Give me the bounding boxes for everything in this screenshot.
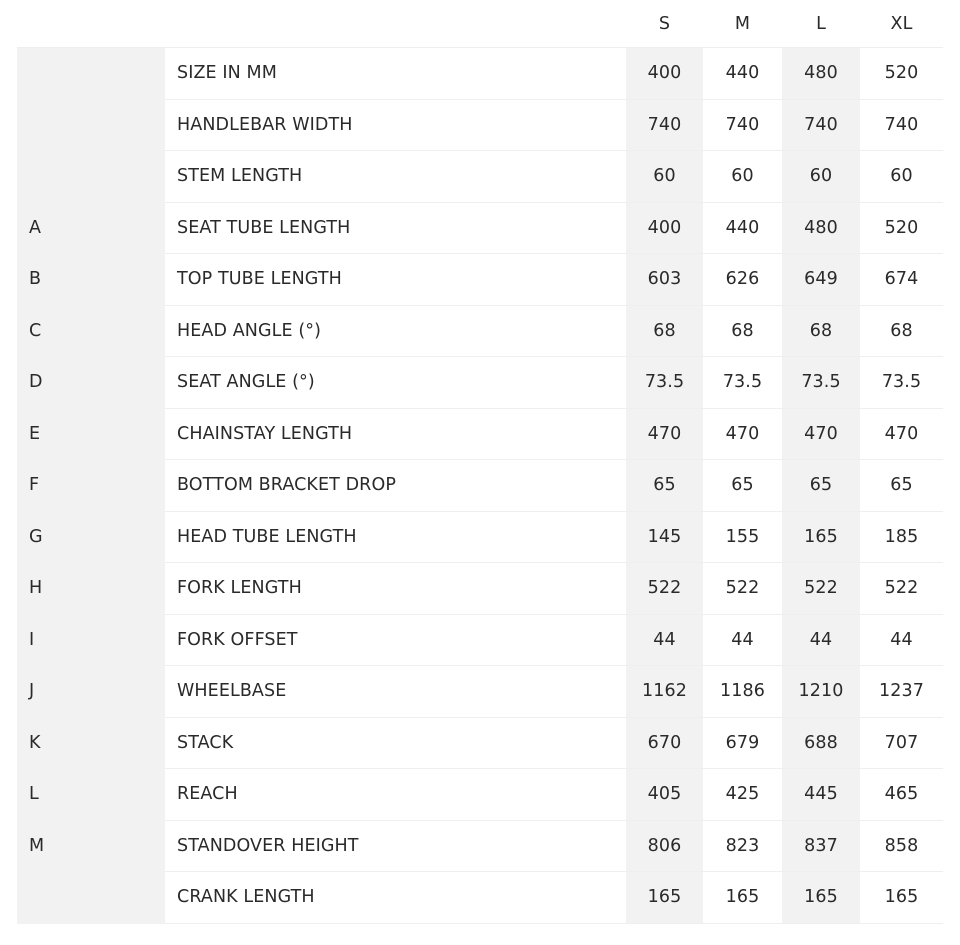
table-row (17, 460, 943, 512)
table-row (17, 151, 943, 203)
table-row (17, 100, 943, 152)
value-cell-l: 522 (782, 563, 860, 615)
value-cell-l: 165 (782, 512, 860, 564)
value-cell-s: 165 (626, 872, 703, 924)
value-cell-l: 445 (782, 769, 860, 821)
table-header-row (17, 0, 943, 48)
value-cell-xl: 707 (860, 718, 943, 770)
table-row (17, 872, 943, 924)
value-cell-s: 806 (626, 821, 703, 873)
value-cell-s: 65 (626, 460, 703, 512)
value-cell-xl: 1237 (860, 666, 943, 718)
size-header-s: S (626, 0, 703, 48)
value-cell-m: 165 (703, 872, 782, 924)
value-cell-l: 73.5 (782, 357, 860, 409)
dimension-letter: F (17, 460, 165, 512)
table-row (17, 615, 943, 667)
value-cell-l: 837 (782, 821, 860, 873)
dimension-letter: A (17, 203, 165, 255)
dimension-letter (17, 151, 165, 203)
value-cell-m: 425 (703, 769, 782, 821)
value-cell-xl: 44 (860, 615, 943, 667)
value-cell-m: 68 (703, 306, 782, 358)
value-cell-xl: 740 (860, 100, 943, 152)
table-body (17, 48, 943, 924)
value-cell-l: 60 (782, 151, 860, 203)
dimension-letter: D (17, 357, 165, 409)
value-cell-m: 44 (703, 615, 782, 667)
value-cell-l: 480 (782, 48, 860, 100)
value-cell-l: 688 (782, 718, 860, 770)
value-cell-xl: 68 (860, 306, 943, 358)
table-row (17, 48, 943, 100)
value-cell-m: 73.5 (703, 357, 782, 409)
dimension-letter: B (17, 254, 165, 306)
dimension-label: HEAD ANGLE (°) (165, 306, 626, 358)
value-cell-m: 679 (703, 718, 782, 770)
dimension-letter: G (17, 512, 165, 564)
value-cell-s: 522 (626, 563, 703, 615)
table-row (17, 769, 943, 821)
value-cell-s: 73.5 (626, 357, 703, 409)
value-cell-l: 480 (782, 203, 860, 255)
size-header-xl: XL (860, 0, 943, 48)
dimension-letter: C (17, 306, 165, 358)
value-cell-m: 440 (703, 48, 782, 100)
value-cell-m: 60 (703, 151, 782, 203)
value-cell-m: 155 (703, 512, 782, 564)
dimension-label: STACK (165, 718, 626, 770)
dimension-label: SEAT TUBE LENGTH (165, 203, 626, 255)
value-cell-s: 400 (626, 203, 703, 255)
table-row (17, 512, 943, 564)
table-row (17, 254, 943, 306)
dimension-label: SIZE IN MM (165, 48, 626, 100)
size-header-l: L (782, 0, 860, 48)
value-cell-m: 740 (703, 100, 782, 152)
dimension-label: BOTTOM BRACKET DROP (165, 460, 626, 512)
value-cell-s: 670 (626, 718, 703, 770)
value-cell-xl: 65 (860, 460, 943, 512)
dimension-letter (17, 100, 165, 152)
dimension-label: REACH (165, 769, 626, 821)
dimension-label: HEAD TUBE LENGTH (165, 512, 626, 564)
value-cell-s: 405 (626, 769, 703, 821)
dimension-label: STANDOVER HEIGHT (165, 821, 626, 873)
value-cell-s: 145 (626, 512, 703, 564)
value-cell-m: 470 (703, 409, 782, 461)
table-row (17, 666, 943, 718)
value-cell-xl: 185 (860, 512, 943, 564)
value-cell-m: 823 (703, 821, 782, 873)
value-cell-s: 470 (626, 409, 703, 461)
value-cell-m: 522 (703, 563, 782, 615)
value-cell-xl: 73.5 (860, 357, 943, 409)
table-row (17, 306, 943, 358)
dimension-label: CHAINSTAY LENGTH (165, 409, 626, 461)
value-cell-xl: 858 (860, 821, 943, 873)
value-cell-l: 649 (782, 254, 860, 306)
dimension-letter: E (17, 409, 165, 461)
dimension-label: TOP TUBE LENGTH (165, 254, 626, 306)
value-cell-xl: 165 (860, 872, 943, 924)
value-cell-xl: 522 (860, 563, 943, 615)
geometry-table (17, 0, 943, 924)
dimension-label: FORK LENGTH (165, 563, 626, 615)
dimension-letter: K (17, 718, 165, 770)
size-header-m: M (703, 0, 782, 48)
dimension-label: FORK OFFSET (165, 615, 626, 667)
dimension-label: STEM LENGTH (165, 151, 626, 203)
dimension-label: SEAT ANGLE (°) (165, 357, 626, 409)
value-cell-s: 400 (626, 48, 703, 100)
value-cell-xl: 520 (860, 203, 943, 255)
value-cell-xl: 60 (860, 151, 943, 203)
value-cell-l: 65 (782, 460, 860, 512)
value-cell-m: 440 (703, 203, 782, 255)
value-cell-l: 44 (782, 615, 860, 667)
value-cell-xl: 520 (860, 48, 943, 100)
value-cell-l: 165 (782, 872, 860, 924)
value-cell-s: 44 (626, 615, 703, 667)
value-cell-xl: 674 (860, 254, 943, 306)
table-row (17, 821, 943, 873)
dimension-letter (17, 872, 165, 924)
dimension-label: HANDLEBAR WIDTH (165, 100, 626, 152)
value-cell-xl: 465 (860, 769, 943, 821)
dimension-label: WHEELBASE (165, 666, 626, 718)
value-cell-m: 65 (703, 460, 782, 512)
value-cell-l: 740 (782, 100, 860, 152)
table-row (17, 563, 943, 615)
value-cell-m: 626 (703, 254, 782, 306)
table-row (17, 718, 943, 770)
table-row (17, 357, 943, 409)
header-label-cell (165, 0, 626, 48)
dimension-letter: H (17, 563, 165, 615)
table-row (17, 409, 943, 461)
value-cell-s: 60 (626, 151, 703, 203)
value-cell-xl: 470 (860, 409, 943, 461)
value-cell-l: 68 (782, 306, 860, 358)
dimension-letter (17, 48, 165, 100)
dimension-letter: L (17, 769, 165, 821)
dimension-letter: I (17, 615, 165, 667)
value-cell-l: 470 (782, 409, 860, 461)
dimension-letter: M (17, 821, 165, 873)
value-cell-s: 603 (626, 254, 703, 306)
value-cell-m: 1186 (703, 666, 782, 718)
header-letter-cell (17, 0, 165, 48)
table-row (17, 203, 943, 255)
value-cell-s: 68 (626, 306, 703, 358)
dimension-letter: J (17, 666, 165, 718)
dimension-label: CRANK LENGTH (165, 872, 626, 924)
value-cell-s: 1162 (626, 666, 703, 718)
value-cell-l: 1210 (782, 666, 860, 718)
value-cell-s: 740 (626, 100, 703, 152)
